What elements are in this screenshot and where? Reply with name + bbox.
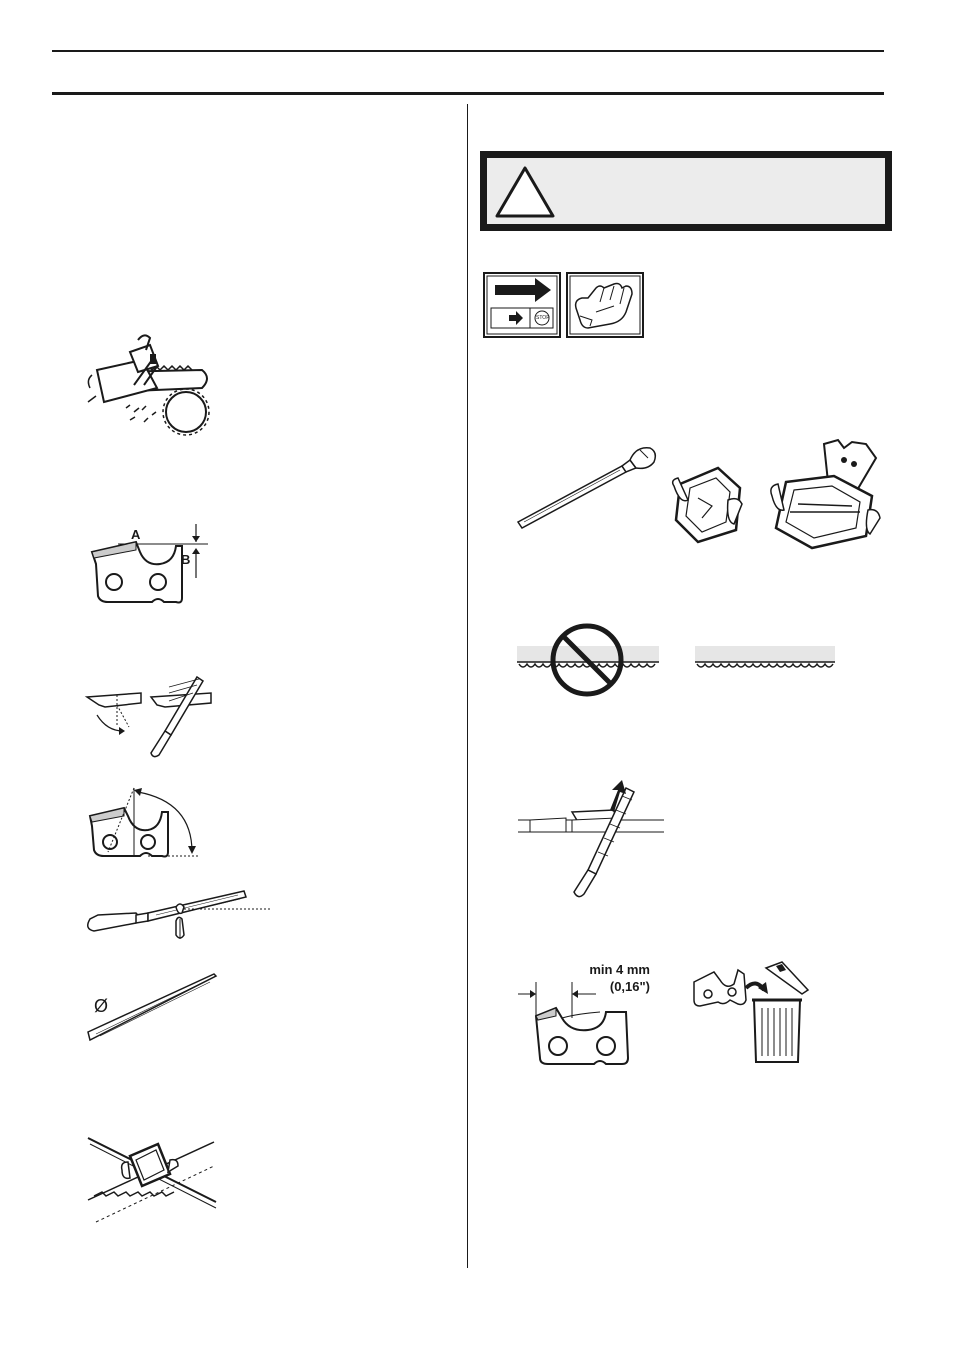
warning-triangle-icon (493, 164, 557, 220)
file-holder-on-chain-illustration (86, 1130, 221, 1225)
glove-pictogram (566, 272, 644, 338)
top-plate-angle-illustration (88, 780, 208, 865)
stop-text: STOP (536, 315, 550, 321)
chainsaw-cutting-illustration (82, 330, 217, 440)
cutter-depth-illustration (88, 520, 218, 610)
header-rule-thick (52, 92, 884, 95)
chain-wrong-illustration (515, 620, 660, 700)
column-divider (467, 104, 468, 1268)
filing-angle-illustration (85, 675, 215, 760)
file-with-handle-tool (516, 440, 661, 530)
discard-cutter-illustration (690, 960, 815, 1065)
min-length-label (572, 961, 650, 995)
warning-panel (487, 158, 885, 224)
header-rule (52, 50, 884, 52)
file-holder-tool (668, 460, 750, 545)
min-length-inch: (0,16") (609, 979, 650, 994)
warning-box (480, 151, 892, 231)
read-manual-pictogram (483, 272, 561, 338)
chain-correct-illustration (693, 620, 838, 700)
min-length-mm: min 4 mm (589, 962, 650, 977)
file-diameter-illustration (86, 970, 221, 1045)
diameter-symbol: Ø (94, 996, 109, 1016)
filing-direction-illustration (516, 778, 666, 903)
round-file-illustration (84, 885, 274, 945)
glove-icon (566, 272, 644, 338)
depth-gauge-tool (768, 440, 888, 552)
label-b: B (181, 552, 191, 567)
label-a: A (131, 527, 141, 542)
